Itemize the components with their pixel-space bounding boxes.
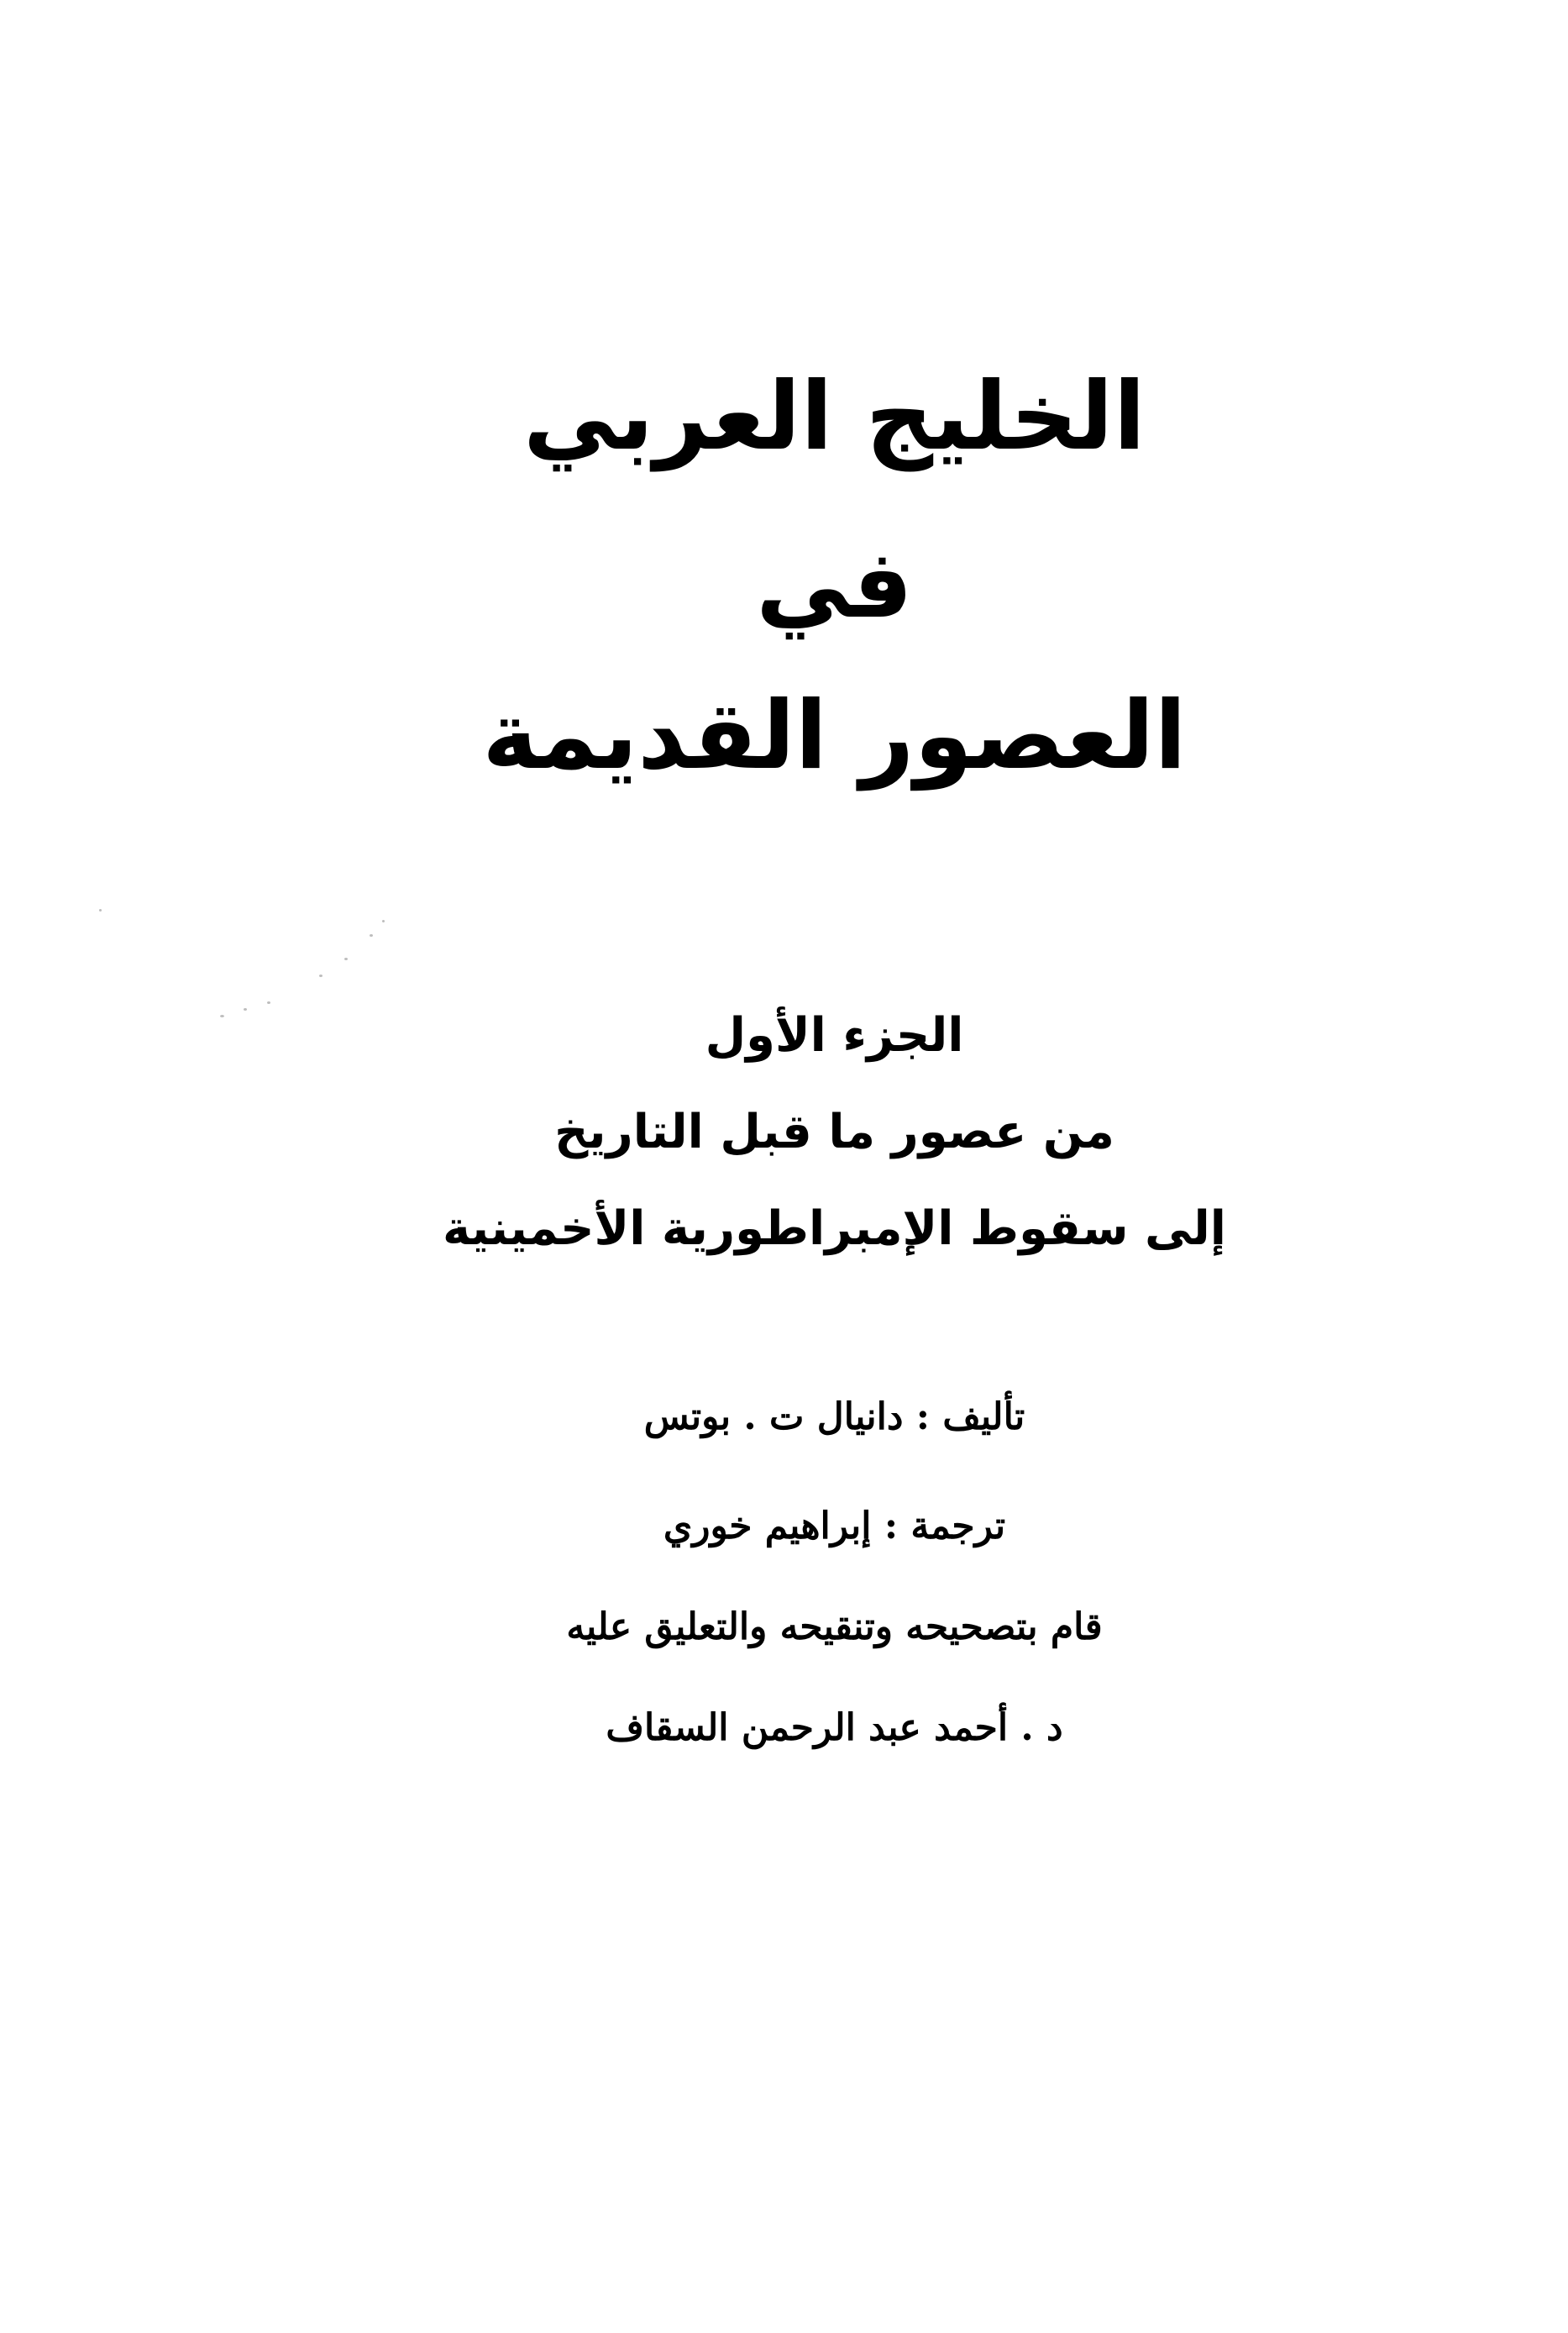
book-title-line-1: الخليج العربي <box>522 362 1146 471</box>
scan-speck <box>220 1015 224 1017</box>
author-credit: تأليف : دانيال ت . بوتس <box>643 1395 1025 1438</box>
editor-name: د . أحمد عبد الرحمن السقاف <box>606 1706 1063 1749</box>
book-title-line-3: العصور القديمة <box>482 681 1187 791</box>
scan-speck <box>267 1001 270 1004</box>
scan-speck <box>99 909 102 912</box>
scan-speck <box>344 958 348 960</box>
editor-note: قام بتصحيحه وتنقيحه والتعليق عليه <box>566 1605 1103 1648</box>
scan-speck <box>370 934 373 937</box>
period-range-start: من عصور ما قبل التاريخ <box>554 1105 1114 1159</box>
scan-speck <box>382 920 385 922</box>
book-title-line-2: في <box>756 530 913 639</box>
translator-credit: ترجمة : إبراهيم خوري <box>663 1505 1006 1547</box>
scan-speck <box>244 1008 247 1011</box>
volume-label: الجزء الأول <box>705 1008 964 1063</box>
period-range-end: إلى سقوط الإمبراطورية الأخمينية <box>443 1201 1226 1256</box>
scan-speck <box>319 975 323 977</box>
